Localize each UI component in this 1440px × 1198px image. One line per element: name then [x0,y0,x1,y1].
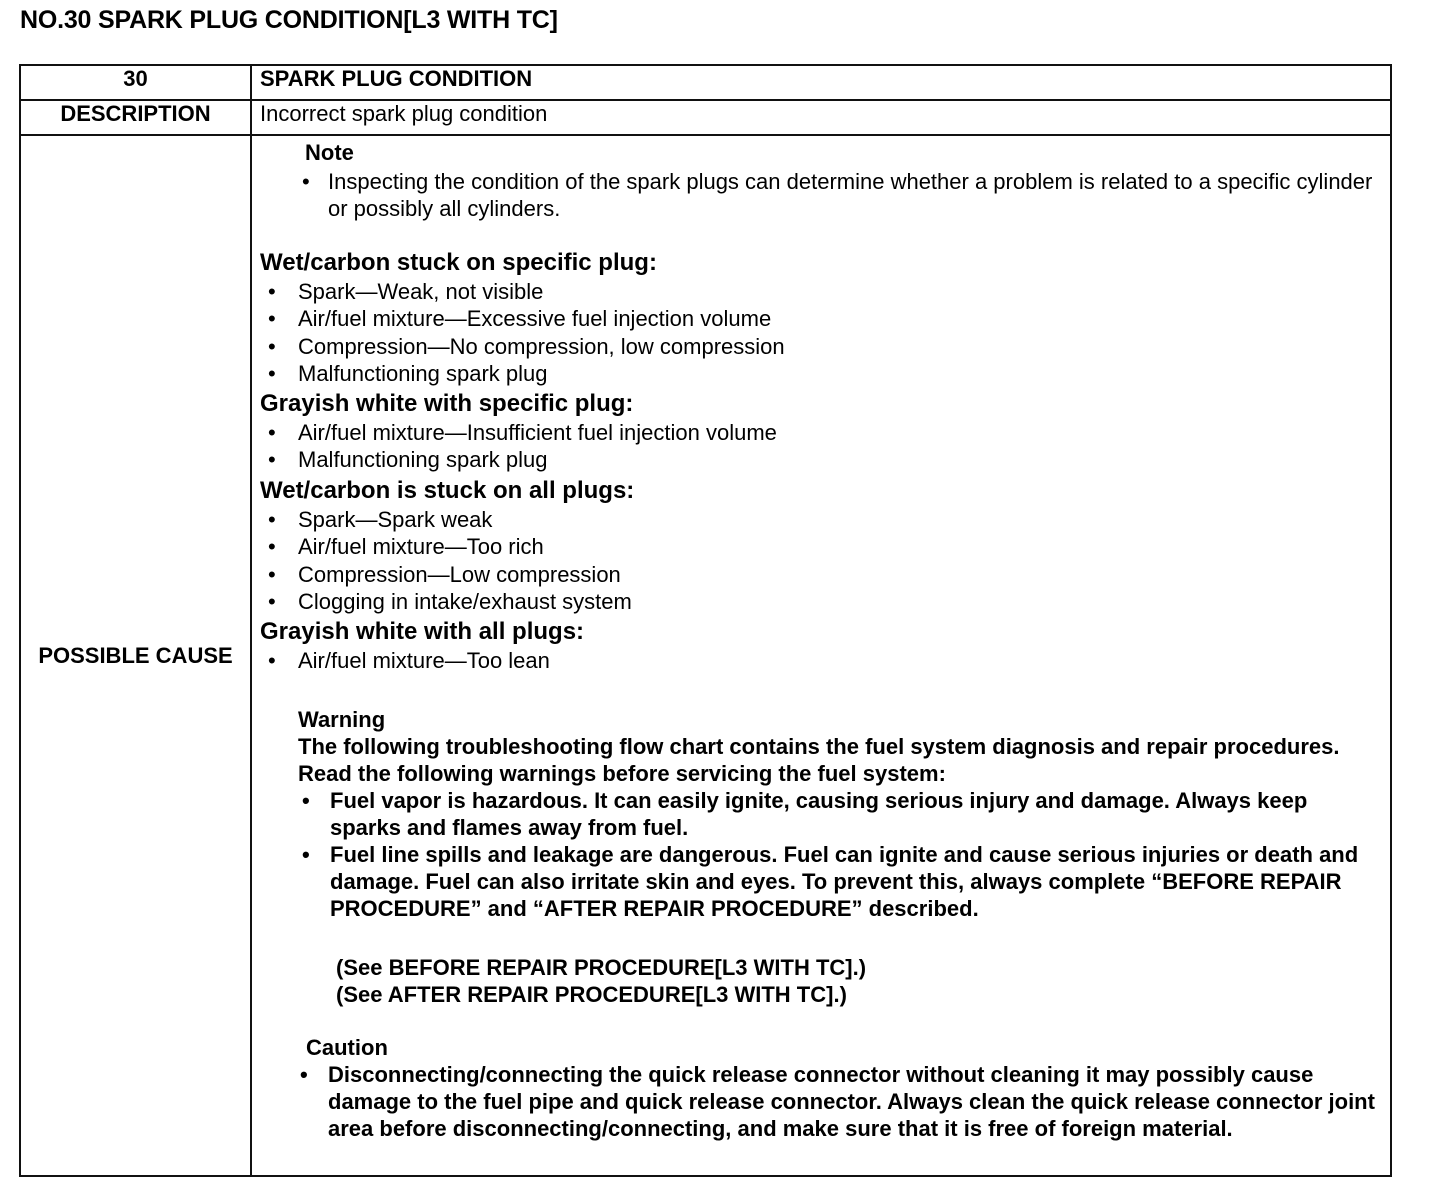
see-before-repair-link[interactable]: (See BEFORE REPAIR PROCEDURE[L3 WITH TC].) [336,955,867,980]
description-label: DESCRIPTION [20,100,251,135]
list-item: • Spark—Spark weak [260,506,1360,533]
list-item: • Clogging in intake/exhaust system [260,588,1360,615]
page-title: NO.30 SPARK PLUG CONDITION[L3 WITH TC] [20,6,558,34]
cause-section [260,248,1360,387]
section-heading: Wet/carbon stuck on specific plug: [260,249,657,276]
section-heading: Wet/carbon is stuck on all plugs: [260,477,635,504]
see-references [336,954,866,1008]
cause-section [260,389,1360,474]
see-after-repair-link[interactable]: (See AFTER REPAIR PROCEDURE[L3 WITH TC].) [336,982,847,1007]
warning-heading: Warning [298,707,386,732]
caution-bullet: • Disconnecting/connecting the quick release connector without cleaning it may possibly cause damage to the fuel pipe and quick release connector. Always clean the quick release connector joint area before disconnecting/connecting, and make sure that it is free of foreign material. [304,1061,1386,1142]
list-item: • Compression—Low compression [260,561,1360,588]
list-item: • Malfunctioning spark plug [260,360,1360,387]
troubleshooting-table [19,64,1392,1177]
section-heading: Grayish white with all plugs: [260,618,585,645]
note-bullet: • Inspecting the condition of the spark plugs can determine whether a problem is related to a specific cylinder or possibly all cylinders. [302,168,1398,222]
caution-block [306,1034,1386,1142]
list-item: • Spark—Weak, not visible [260,278,1360,305]
item-number: 30 [20,65,251,100]
list-item: • Air/fuel mixture—Too rich [260,533,1360,560]
warning-bullet: • Fuel vapor is hazardous. It can easily ignite, causing serious injury and damage. Always keep sparks and flames away from fuel. [298,787,1378,841]
section-heading: Grayish white with specific plug: [260,390,634,417]
description-value: Incorrect spark plug condition [251,100,1391,135]
caution-heading: Caution [306,1035,388,1060]
list-item: • Air/fuel mixture—Excessive fuel injection volume [260,305,1360,332]
list-item: • Air/fuel mixture—Too lean [260,647,1360,674]
list-item: • Malfunctioning spark plug [260,446,1360,473]
table-header-row [20,65,1391,100]
warning-bullet: • Fuel line spills and leakage are dangerous. Fuel can ignite and cause serious injuries or death and damage. Fuel can also irritate skin and eyes. To prevent this, always complete “BEFORE REPAIR PROCEDURE” and “AFTER REPAIR PROCEDURE” described. [298,841,1378,922]
possible-cause-content [251,135,1391,1176]
item-title: SPARK PLUG CONDITION [251,65,1391,100]
possible-cause-row [20,135,1391,1176]
cause-section [260,476,1360,615]
cause-section [260,617,1360,674]
warning-block [298,706,1378,922]
list-item: • Compression—No compression, low compression [260,333,1360,360]
warning-intro: The following troubleshooting flow chart contains the fuel system diagnosis and repair procedures. Read the following warnings before servicing the fuel system: [298,734,1340,786]
note-heading: Note [305,140,354,165]
possible-cause-label: POSSIBLE CAUSE [20,135,251,1176]
list-item: • Air/fuel mixture—Insufficient fuel injection volume [260,419,1360,446]
description-row [20,100,1391,135]
